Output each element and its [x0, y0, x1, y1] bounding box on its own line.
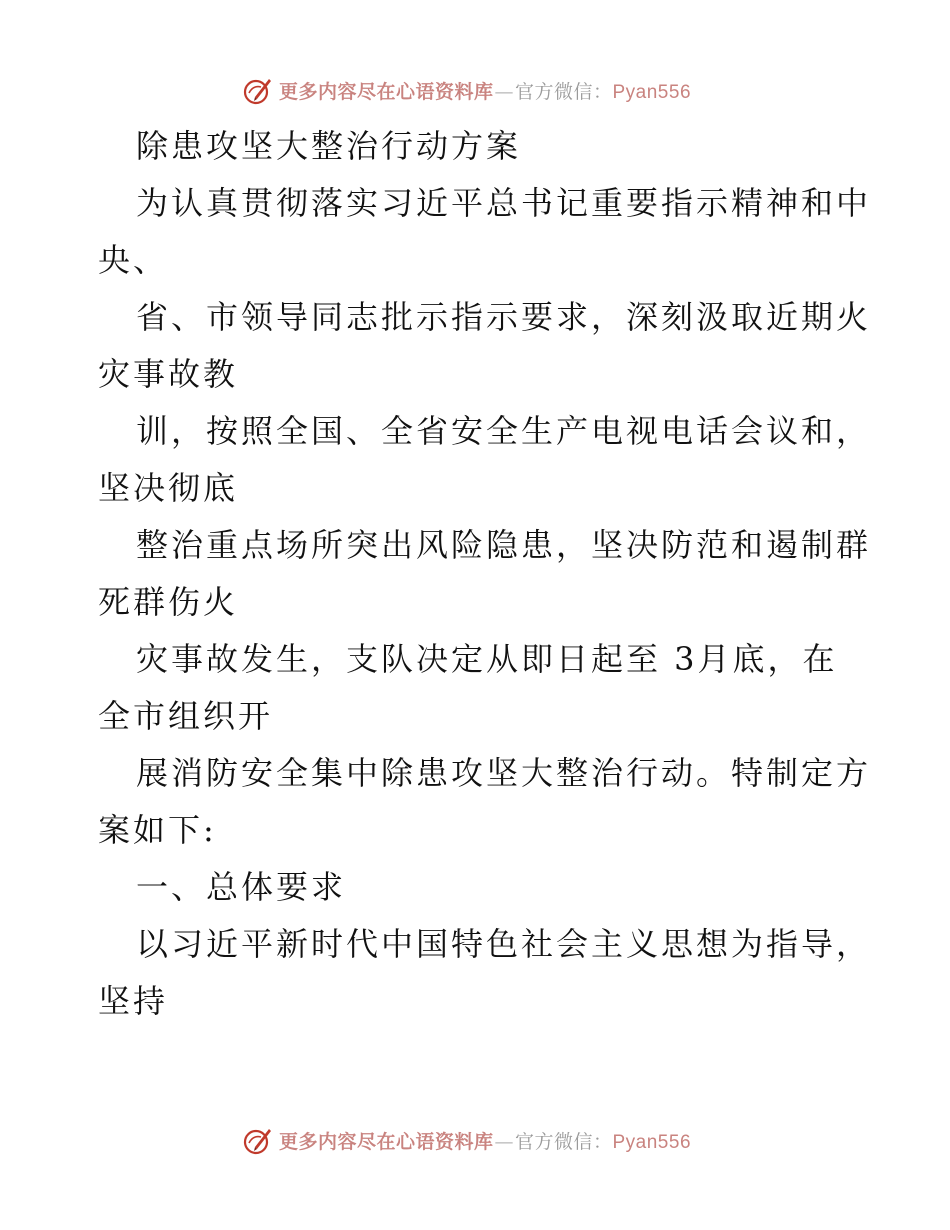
paragraph-line: 灾事故发生，支队决定从即日起至 3月底，在: [136, 640, 838, 678]
paragraph-line: 展消防安全集中除患攻坚大整治行动。特制定方: [136, 754, 872, 792]
watermark-dash: —: [494, 1130, 514, 1153]
paragraph-line: 案如下:: [98, 811, 217, 849]
watermark-official: 官方微信：: [514, 1130, 613, 1153]
watermark-handle: Pyan556: [612, 1131, 692, 1153]
watermark-dash: —: [494, 80, 514, 103]
paragraph-line: 央、: [98, 241, 169, 279]
paragraph-line: 除患攻坚大整治行动方案: [136, 127, 522, 165]
watermark-brand: 更多内容尽在心语资料库: [278, 80, 494, 103]
paragraph-line: 训，按照全国、全省安全生产电视电话会议和，: [136, 412, 872, 450]
paragraph-line: 全市组织开: [98, 697, 274, 735]
paragraph-line: 以习近平新时代中国特色社会主义思想为指导，: [136, 925, 872, 963]
pen-logo-icon: [243, 1125, 273, 1155]
paragraph-line: 省、市领导同志批示指示要求，深刻汲取近期火: [136, 298, 872, 336]
paragraph-line: 整治重点场所突出风险隐患，坚决防范和遏制群: [136, 526, 872, 564]
header-watermark: [0, 70, 950, 110]
watermark-official: 官方微信：: [514, 80, 613, 103]
paragraph-line: 死群伤火: [98, 583, 239, 621]
paragraph-line: 一、总体要求: [136, 868, 347, 906]
paragraph-line: 为认真贯彻落实习近平总书记重要指示精神和中: [136, 184, 872, 222]
document-body: [98, 118, 872, 1030]
watermark-text: [279, 77, 691, 104]
watermark-handle: Pyan556: [612, 81, 692, 103]
pen-logo-icon: [243, 75, 273, 105]
paragraph-line: 坚持: [98, 982, 169, 1020]
watermark-brand: 更多内容尽在心语资料库: [278, 1130, 494, 1153]
watermark-group: [243, 1125, 691, 1155]
paragraph-line: 灾事故教: [98, 355, 239, 393]
footer-watermark: [0, 1120, 950, 1160]
watermark-text: [279, 1127, 691, 1154]
paragraph-line: 坚决彻底: [98, 469, 239, 507]
watermark-group: [243, 75, 691, 105]
